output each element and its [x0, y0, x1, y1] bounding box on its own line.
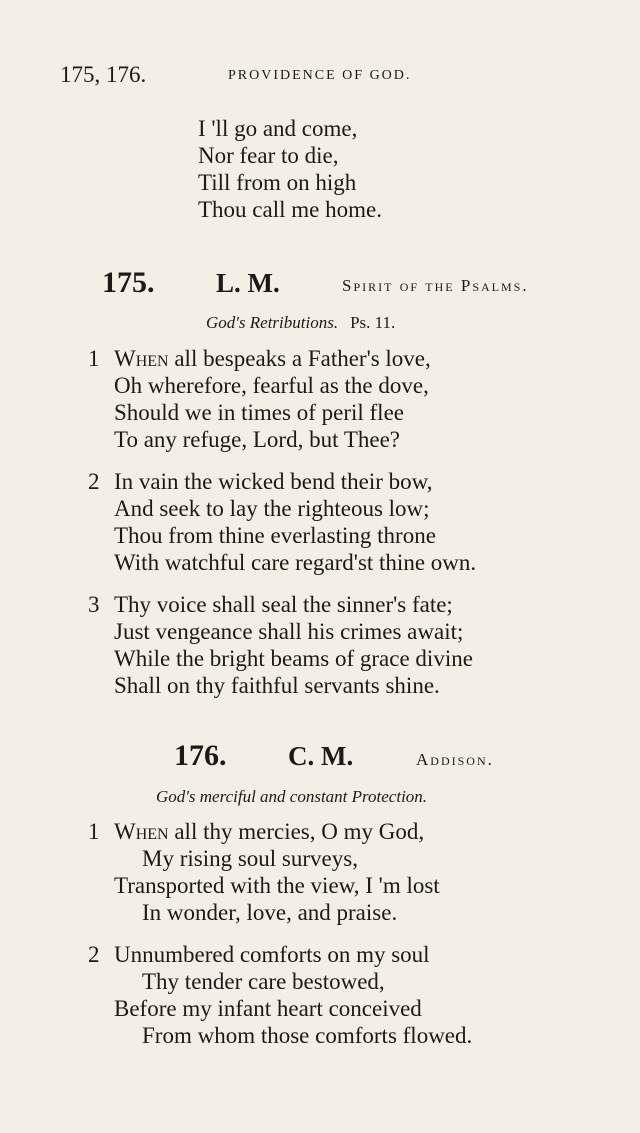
- carryover-line: I 'll go and come,: [198, 116, 358, 141]
- verse-line: In wonder, love, and praise.: [142, 900, 398, 925]
- stanza-number: 1: [88, 346, 100, 371]
- first-line-rest: all bespeaks a Father's love,: [168, 346, 431, 371]
- verse-line: While the bright beams of grace divine: [114, 646, 473, 671]
- verse-line: [114, 819, 424, 845]
- hymn-meter: C. M.: [288, 741, 354, 771]
- verse-line: To any refuge, Lord, but Thee?: [114, 427, 400, 452]
- verse-line: Should we in times of peril flee: [114, 400, 404, 425]
- carryover-line: Nor fear to die,: [198, 143, 339, 168]
- first-word: When: [114, 819, 169, 844]
- scripture-reference: Ps. 11.: [350, 313, 396, 332]
- hymn-number: 176.: [174, 739, 227, 772]
- verse-line: [114, 346, 431, 372]
- verse-line: In vain the wicked bend their bow,: [114, 469, 433, 494]
- verse-line: Thy voice shall seal the sinner's fate;: [114, 592, 453, 617]
- verse-line: Thy tender care bestowed,: [142, 969, 385, 994]
- verse-line: Before my infant heart conceived: [114, 996, 422, 1021]
- page-numbers: 175, 176.: [60, 62, 147, 87]
- verse-line: Just vengeance shall his crimes await;: [114, 619, 464, 644]
- stanza-number: 2: [88, 469, 100, 494]
- verse-line: Unnumbered comforts on my soul: [114, 942, 430, 967]
- verse-line: My rising soul surveys,: [142, 846, 358, 871]
- stanza-number: 1: [88, 819, 100, 844]
- hymn-subtitle: God's merciful and constant Protection.: [156, 787, 428, 806]
- carryover-line: Till from on high: [198, 170, 357, 195]
- hymn-author: Spirit of the Psalms.: [342, 276, 529, 295]
- hymn-meter: L. M.: [216, 268, 280, 298]
- verse-line: From whom those comforts flowed.: [142, 1023, 473, 1048]
- verse-line: Oh wherefore, fearful as the dove,: [114, 373, 429, 398]
- verse-line: With watchful care regard'st thine own.: [114, 550, 477, 575]
- running-head: [60, 62, 580, 92]
- hymn-author: Addison.: [416, 750, 494, 769]
- verse-line: Shall on thy faithful servants shine.: [114, 673, 440, 698]
- verse-line: Transported with the view, I 'm lost: [114, 873, 440, 898]
- stanza-number: 3: [88, 592, 100, 617]
- subtitle-text: God's Retributions.: [206, 313, 339, 332]
- verse-line: And seek to lay the righteous low;: [114, 496, 430, 521]
- first-word: When: [114, 346, 169, 371]
- stanza-number: 2: [88, 942, 100, 967]
- first-line-rest: all thy mercies, O my God,: [168, 819, 425, 844]
- verse-line: Thou from thine everlasting throne: [114, 523, 436, 548]
- hymn-subtitle: [206, 313, 395, 333]
- carryover-line: Thou call me home.: [198, 197, 382, 222]
- hymn-number: 175.: [102, 266, 155, 299]
- running-title: PROVIDENCE OF GOD.: [228, 68, 412, 83]
